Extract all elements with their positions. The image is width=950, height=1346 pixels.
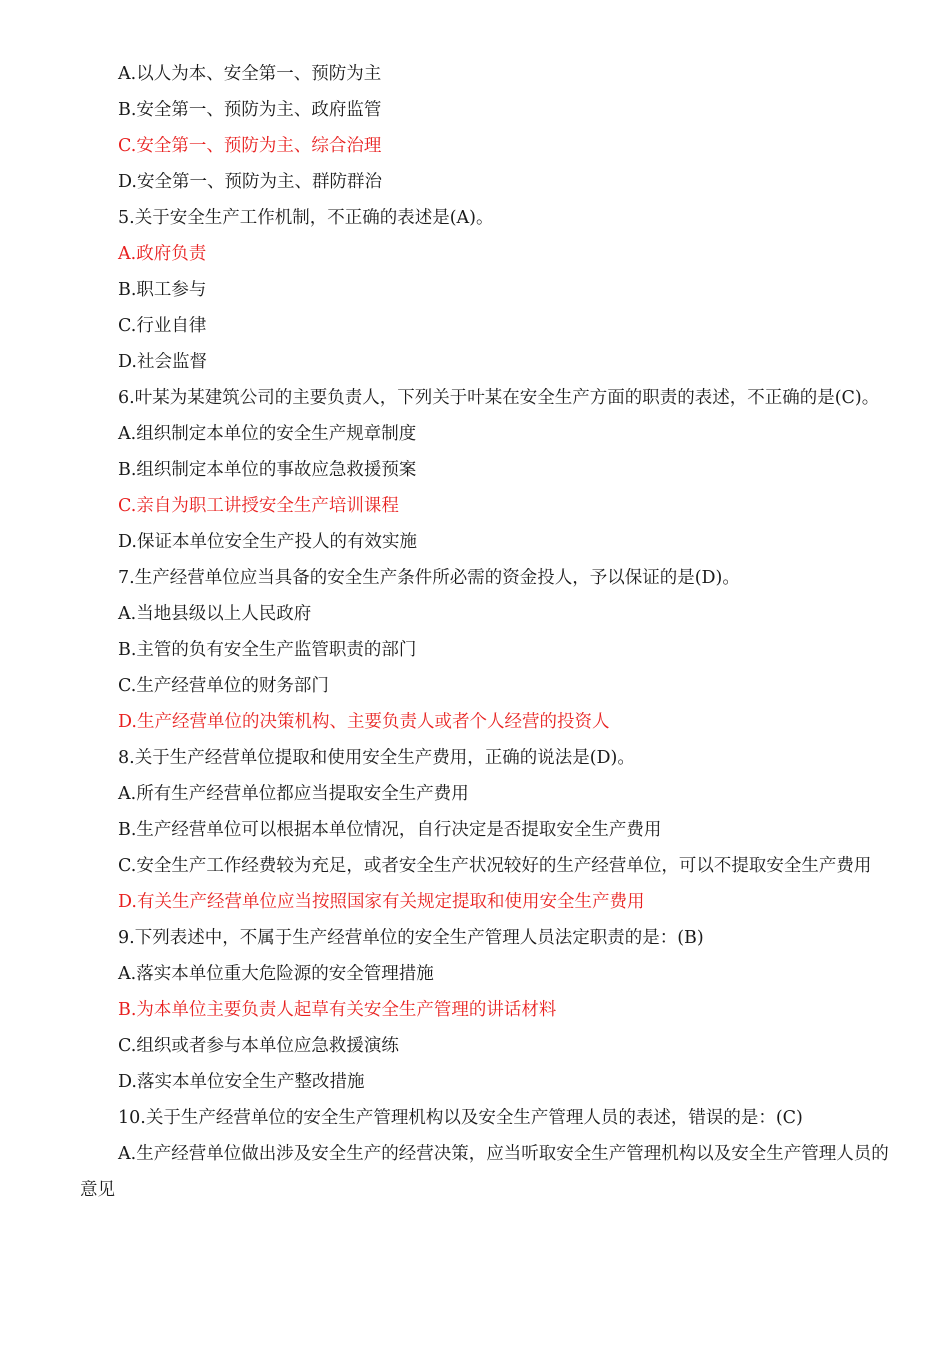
option-line: B.生产经营单位可以根据本单位情况，自行决定是否提取安全生产费用 (118, 820, 662, 840)
question-list (80, 56, 892, 1208)
option-line: A.落实本单位重大危险源的安全管理措施 (118, 964, 434, 984)
option-line: B.安全第一、预防为主、政府监管 (118, 100, 382, 120)
option-line: C.组织或者参与本单位应急救援演练 (118, 1036, 399, 1056)
option-line: D.落实本单位安全生产整改措施 (118, 1072, 365, 1092)
option-line: A.以人为本、安全第一、预防为主 (118, 64, 382, 84)
option-line: A.生产经营单位做出涉及安全生产的经营决策，应当听取安全生产管理机构以及安全生产管理人员的意见 (80, 1144, 889, 1200)
correct-answer-line: A.政府负责 (118, 244, 207, 264)
option-line: B.组织制定本单位的事故应急救援预案 (118, 460, 417, 480)
question-line: 8.关于生产经营单位提取和使用安全生产费用，正确的说法是(D)。 (118, 748, 635, 768)
option-line: D.安全第一、预防为主、群防群治 (118, 172, 382, 192)
correct-answer-line: B.为本单位主要负责人起草有关安全生产管理的讲话材料 (118, 1000, 557, 1020)
option-line: A.组织制定本单位的安全生产规章制度 (118, 424, 417, 444)
option-line: B.职工参与 (118, 280, 207, 300)
option-line: A.当地县级以上人民政府 (118, 604, 312, 624)
question-line: 7.生产经营单位应当具备的安全生产条件所必需的资金投人，予以保证的是(D)。 (118, 568, 740, 588)
option-line: B.主管的负有安全生产监管职责的部门 (118, 640, 417, 660)
option-line: C.生产经营单位的财务部门 (118, 676, 329, 696)
correct-answer-line: C.安全第一、预防为主、综合治理 (118, 136, 382, 156)
option-line: D.保证本单位安全生产投人的有效实施 (118, 532, 417, 552)
option-line: A.所有生产经营单位都应当提取安全生产费用 (118, 784, 469, 804)
question-line: 5.关于安全生产工作机制，不正确的表述是(A)。 (118, 208, 494, 228)
option-line: C.行业自律 (118, 316, 207, 336)
question-line: 6.叶某为某建筑公司的主要负责人，下列关于叶某在安全生产方面的职责的表述，不正确的是(C)。 (118, 388, 880, 408)
correct-answer-line: D.生产经营单位的决策机构、主要负责人或者个人经营的投资人 (118, 712, 610, 732)
question-line: 9.下列表述中，不属于生产经营单位的安全生产管理人员法定职责的是：(B) (118, 928, 704, 948)
option-line: D.社会监督 (118, 352, 207, 372)
question-line: 10.关于生产经营单位的安全生产管理机构以及安全生产管理人员的表述，错误的是：(C) (118, 1108, 803, 1128)
correct-answer-line: C.亲自为职工讲授安全生产培训课程 (118, 496, 399, 516)
correct-answer-line: D.有关生产经营单位应当按照国家有关规定提取和使用安全生产费用 (118, 892, 645, 912)
option-line: C.安全生产工作经费较为充足，或者安全生产状况较好的生产经营单位，可以不提取安全生产费用 (118, 856, 872, 876)
